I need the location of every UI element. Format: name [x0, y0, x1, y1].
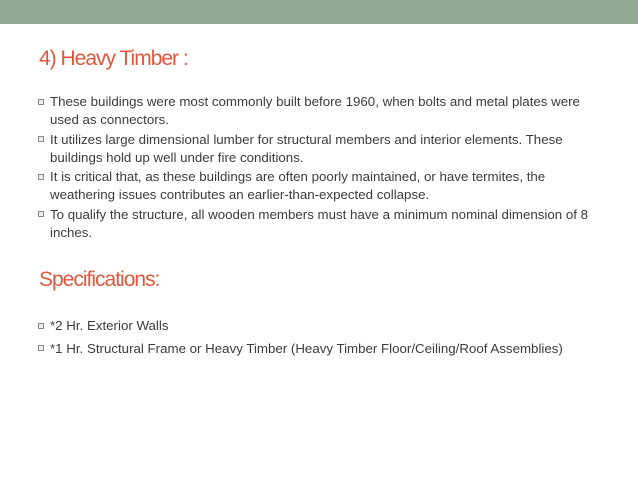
bullet-item [38, 93, 608, 129]
bullet-text: To qualify the structure, all wooden members must have a minimum nominal dimension of 8 inches. [50, 206, 589, 240]
bullet-text: It utilizes large dimensional lumber for structural members and interior elements. These buildings hold up well under fire conditions. [50, 131, 563, 165]
square-bullet-icon [38, 345, 44, 351]
bullet-text: It is critical that, as these buildings are often poorly maintained, or have termites, the weathering issues contributes an earlier-than-expected collapse. [50, 169, 546, 203]
square-bullet-icon [38, 211, 44, 217]
bullet-item [38, 206, 608, 242]
bullet-item [38, 131, 608, 167]
spec-text: *1 Hr. Structural Frame or Heavy Timber (Heavy Timber Floor/Ceiling/Roof Assemblies) [50, 340, 563, 356]
square-bullet-icon [38, 136, 44, 142]
spec-text: *2 Hr. Exterior Walls [50, 318, 169, 333]
specifications-heading: Specifications: [39, 268, 160, 291]
bullet-text: These buildings were most commonly built before 1960, when bolts and metal plates were used as connectors. [50, 94, 580, 128]
square-bullet-icon [38, 323, 44, 329]
specifications-list [38, 317, 638, 362]
bullet-list [38, 93, 608, 243]
slide-title: 4) Heavy Timber : [39, 47, 188, 70]
spec-item [38, 340, 638, 358]
square-bullet-icon [38, 174, 44, 180]
spec-item [38, 317, 638, 335]
square-bullet-icon [38, 99, 44, 105]
bullet-item [38, 168, 608, 204]
top-decorative-band [0, 0, 638, 24]
